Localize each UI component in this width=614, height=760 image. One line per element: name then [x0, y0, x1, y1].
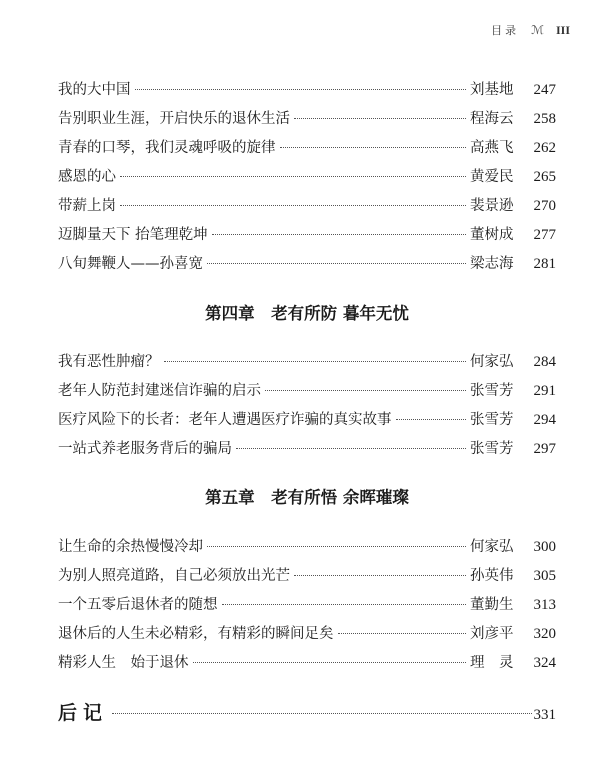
entry-title: 告别职业生涯，开启快乐的退休生活: [58, 111, 290, 127]
entry-page: 247: [533, 82, 556, 98]
entry-title: 我有恶性肿瘤？: [58, 354, 160, 370]
dot-leader: [135, 89, 467, 90]
dot-leader: [338, 633, 467, 634]
entry-author: 理 灵: [470, 655, 514, 671]
entry-author: 孙英伟: [470, 568, 514, 584]
entry-title: 一站式养老服务背后的骗局: [58, 441, 232, 457]
toc-entry[interactable]: [58, 192, 556, 221]
entry-author: 高燕飞: [470, 140, 514, 156]
entry-page: 291: [533, 383, 556, 399]
entry-page: 324: [533, 655, 556, 671]
toc-entry[interactable]: [58, 221, 556, 250]
chapter-4-heading[interactable]: 第四章 老有所防 暮年无忧: [205, 304, 409, 323]
toc-section-3: [58, 533, 556, 678]
entry-title: 八旬舞鞭人——孙喜宽: [58, 256, 203, 272]
entry-page: 305: [533, 568, 556, 584]
afterword-page: 331: [533, 707, 556, 723]
entry-page: 297: [533, 441, 556, 457]
dot-leader: [280, 147, 467, 148]
entry-author: 程海云: [470, 111, 514, 127]
entry-title: 带薪上岗: [58, 198, 116, 214]
entry-page: 277: [533, 227, 556, 243]
entry-author: 张雪芳: [470, 441, 514, 457]
dot-leader: [193, 662, 467, 663]
dot-leader: [120, 176, 466, 177]
entry-title: 让生命的余热慢慢冷却: [58, 539, 203, 555]
toc-entry[interactable]: [58, 435, 556, 464]
entry-title: 精彩人生 始于退休: [58, 655, 189, 671]
toc-entry[interactable]: [58, 377, 556, 406]
toc-entry[interactable]: [58, 649, 556, 678]
leaf-ornament-icon: ℳ: [531, 23, 544, 37]
entry-author: 何家弘: [470, 539, 514, 555]
entry-page: 270: [533, 198, 556, 214]
toc-entry[interactable]: [58, 591, 556, 620]
dot-leader: [207, 546, 466, 547]
entry-title: 退休后的人生未必精彩，有精彩的瞬间足矣: [58, 626, 334, 642]
toc-entry[interactable]: [58, 105, 556, 134]
entry-page: 258: [533, 111, 556, 127]
toc-entry[interactable]: [58, 348, 556, 377]
entry-title: 迈脚量天下 抬笔理乾坤: [58, 227, 208, 243]
entry-author: 刘彦平: [470, 626, 514, 642]
entry-author: 董树成: [470, 227, 514, 243]
entry-page: 284: [533, 354, 556, 370]
toc-entry[interactable]: [58, 134, 556, 163]
entry-title: 医疗风险下的长者：老年人遭遇医疗诈骗的真实故事: [58, 412, 392, 428]
entry-author: 梁志海: [470, 256, 514, 272]
entry-title: 我的大中国: [58, 82, 131, 98]
dot-leader: [236, 448, 466, 449]
entry-author: 刘基地: [470, 82, 514, 98]
entry-title: 老年人防范封建迷信诈骗的启示: [58, 383, 261, 399]
entry-title: 感恩的心: [58, 169, 116, 185]
dot-leader: [112, 713, 531, 714]
entry-page: 294: [533, 412, 556, 428]
entry-author: 张雪芳: [470, 383, 514, 399]
entry-title: 为别人照亮道路，自己必须放出光芒: [58, 568, 290, 584]
toc-entry[interactable]: [58, 406, 556, 435]
dot-leader: [294, 118, 466, 119]
entry-page: 262: [533, 140, 556, 156]
dot-leader: [396, 419, 467, 420]
dot-leader: [207, 263, 466, 264]
entry-page: 300: [533, 539, 556, 555]
toc-entry[interactable]: [58, 562, 556, 591]
entry-author: 黄爱民: [470, 169, 514, 185]
toc-section-2: [58, 348, 556, 464]
dot-leader: [120, 205, 466, 206]
dot-leader: [294, 575, 466, 576]
dot-leader: [212, 234, 466, 235]
toc-section-1: [58, 76, 556, 279]
entry-page: 313: [533, 597, 556, 613]
header-page-numeral: III: [555, 22, 570, 37]
dot-leader: [222, 604, 467, 605]
toc-entry[interactable]: [58, 250, 556, 279]
entry-page: 265: [533, 169, 556, 185]
dot-leader: [164, 361, 467, 362]
toc-entry[interactable]: [58, 163, 556, 192]
entry-title: 青春的口琴，我们灵魂呼吸的旋律: [58, 140, 276, 156]
afterword-title: 后记: [58, 702, 109, 724]
dot-leader: [265, 390, 466, 391]
entry-author: 何家弘: [470, 354, 514, 370]
chapter-5-heading[interactable]: 第五章 老有所悟 余晖璀璨: [205, 488, 409, 507]
afterword-entry[interactable]: [58, 698, 556, 728]
entry-author: 裴景逊: [470, 198, 514, 214]
toc-entry[interactable]: [58, 620, 556, 649]
entry-author: 董勤生: [470, 597, 514, 613]
running-header: [491, 22, 570, 38]
entry-page: 320: [533, 626, 556, 642]
toc-entry[interactable]: [58, 76, 556, 105]
toc-entry[interactable]: [58, 533, 556, 562]
header-label: 目录: [491, 24, 520, 37]
entry-page: 281: [533, 256, 556, 272]
entry-title: 一个五零后退休者的随想: [58, 597, 218, 613]
entry-author: 张雪芳: [470, 412, 514, 428]
